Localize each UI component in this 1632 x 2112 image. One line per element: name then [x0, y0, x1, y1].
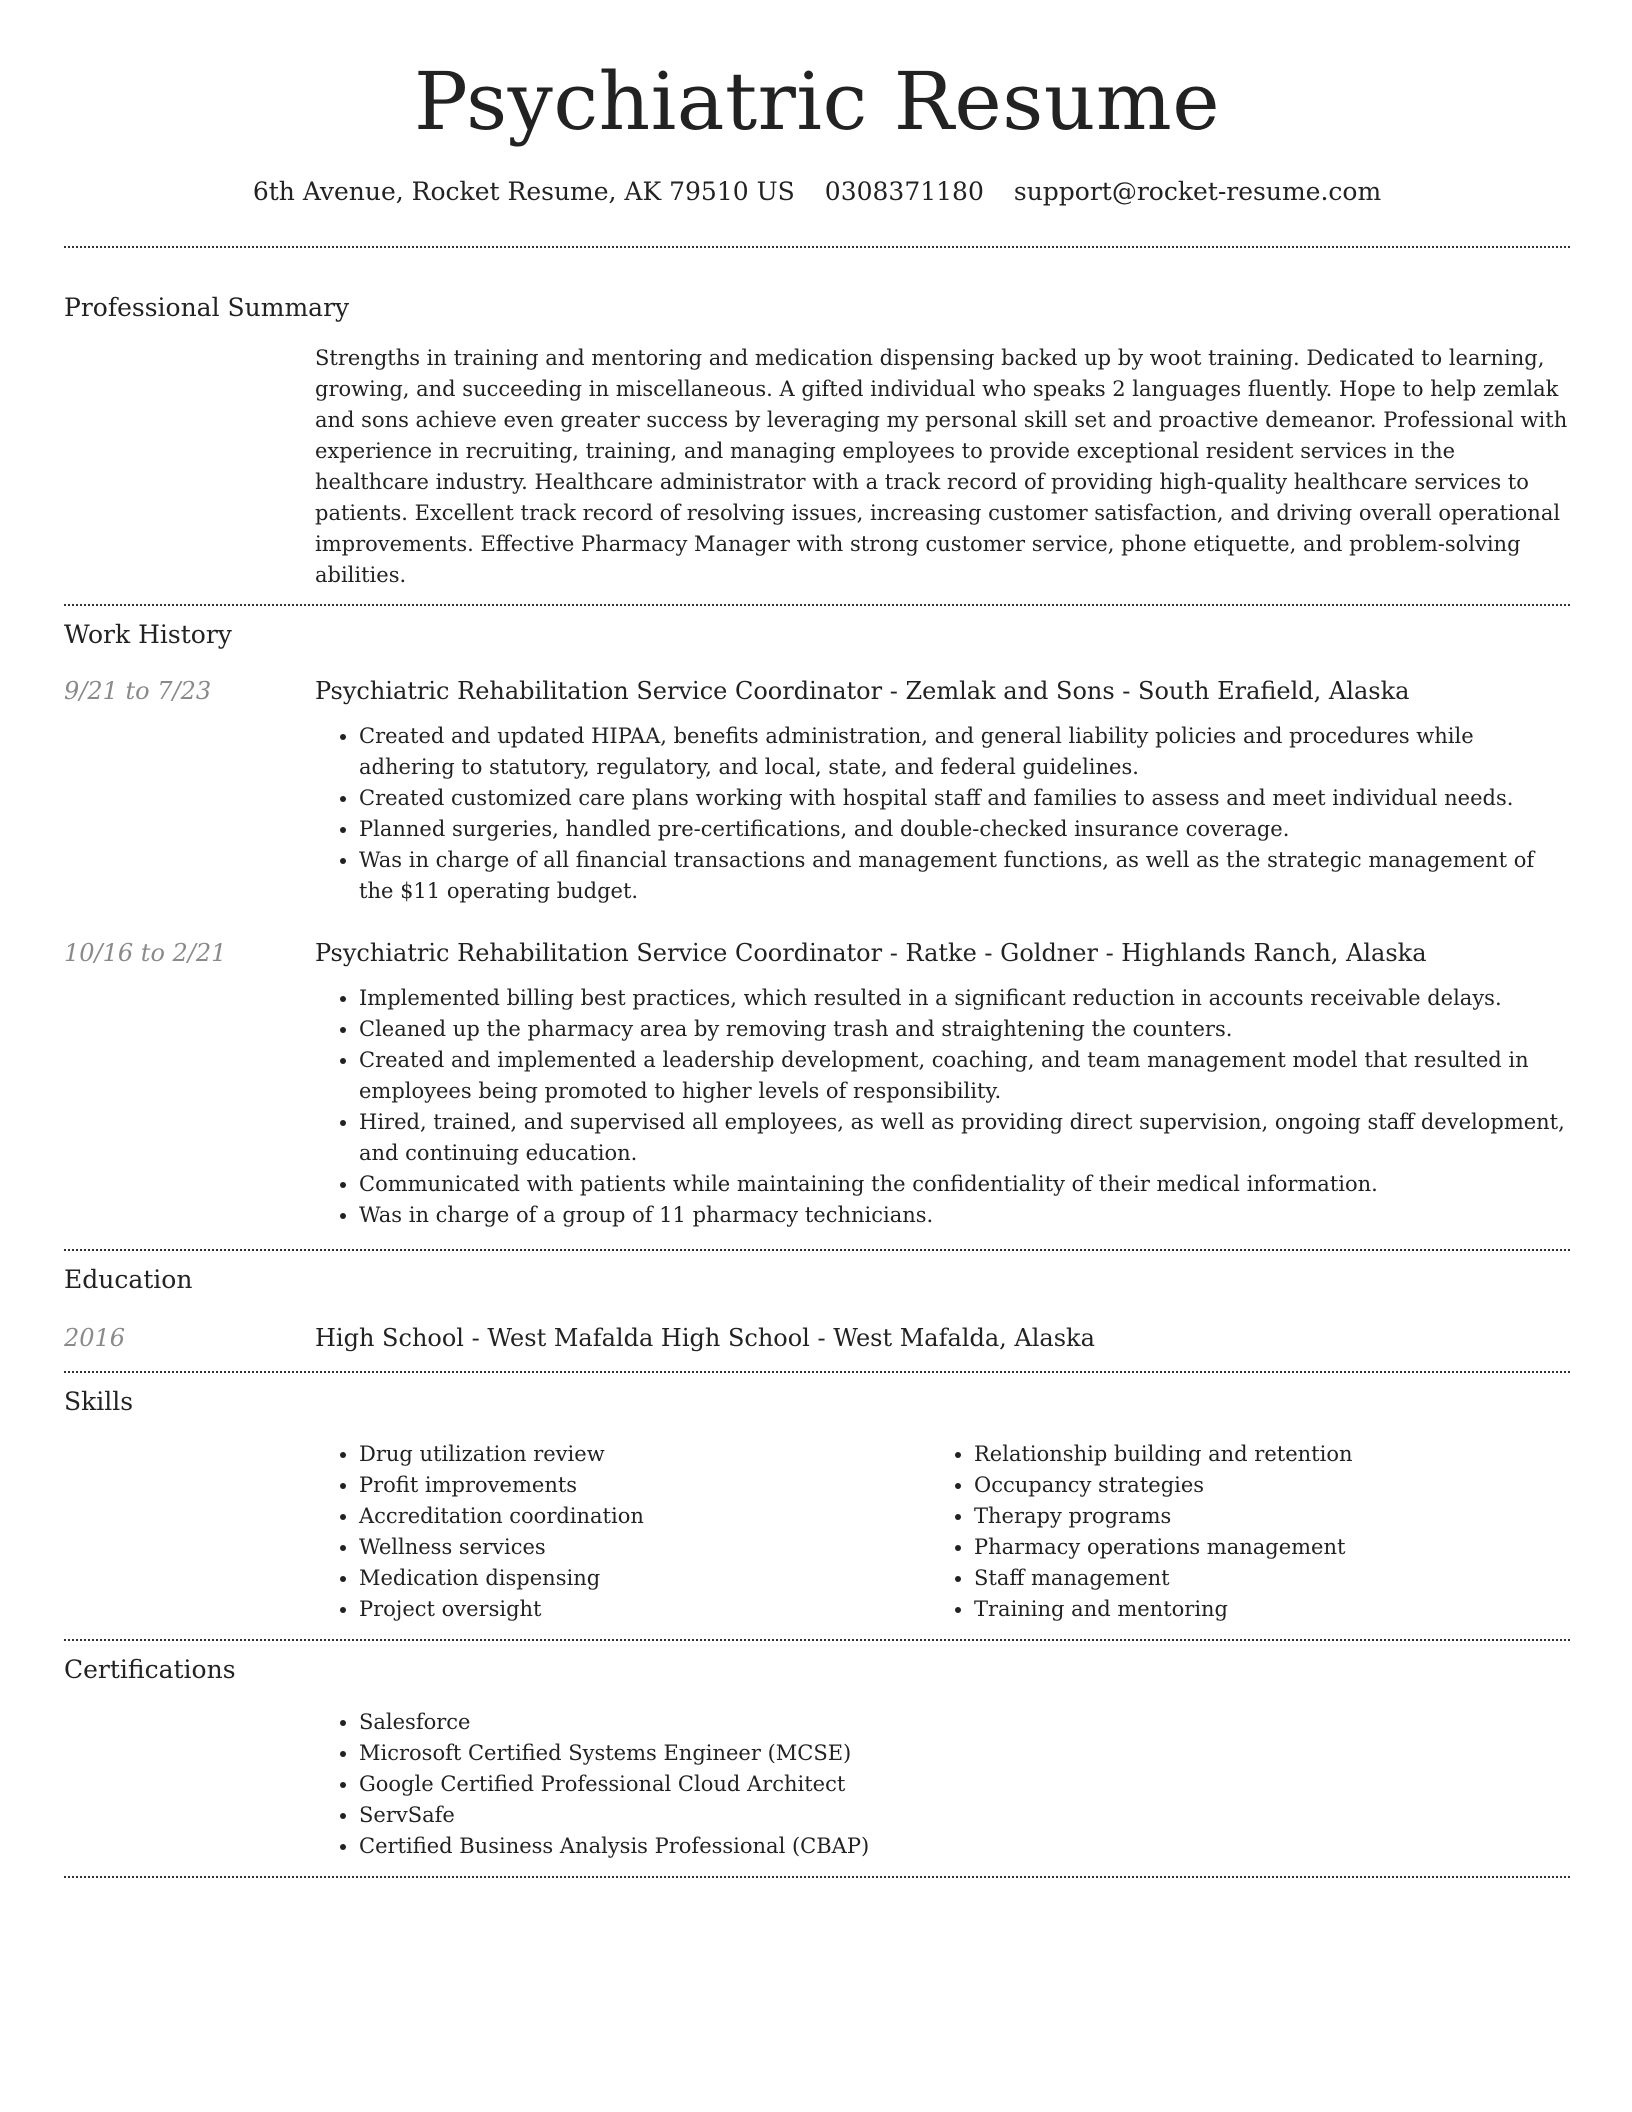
section-heading: Professional Summary	[64, 293, 350, 322]
list-item: • Implemented billing best practices, which resulted in a significant reduction in accounts receivable delays.	[359, 983, 1570, 1014]
job-title: Psychiatric Rehabilitation Service Coordinator - Zemlak and Sons - South Erafield, Alaska	[315, 677, 1410, 705]
list-item: • Created and implemented a leadership development, coaching, and team management model that resulted in employees being promoted to higher levels of responsibility.	[359, 1045, 1570, 1107]
list-item: • Communicated with patients while maintaining the confidentiality of their medical information.	[359, 1169, 1570, 1200]
list-item: • Therapy programs	[974, 1501, 1545, 1532]
list-item: • Google Certified Professional Cloud Architect	[359, 1769, 1570, 1800]
list-item: • Was in charge of all financial transactions and management functions, as well as the strategic management of the $11 operating budget.	[359, 845, 1570, 907]
list-item: • Project oversight	[359, 1594, 930, 1625]
work-history-section	[64, 606, 1570, 1249]
list-item: • Training and mentoring	[974, 1594, 1545, 1625]
list-item: • Certified Business Analysis Professional (CBAP)	[359, 1831, 1570, 1862]
skills-list	[315, 1439, 930, 1625]
section-heading: Certifications	[64, 1655, 236, 1684]
list-item: • Relationship building and retention	[974, 1439, 1545, 1470]
list-item: • Medication dispensing	[359, 1563, 930, 1594]
contact-phone: 0308371180	[824, 177, 984, 206]
job-entry	[64, 674, 1570, 907]
list-item: • Was in charge of a group of 11 pharmacy technicians.	[359, 1200, 1570, 1231]
job-entry	[64, 936, 1570, 1249]
job-bullets	[359, 721, 1570, 907]
section-heading: Skills	[64, 1387, 134, 1416]
job-bullets	[359, 983, 1570, 1249]
summary-text: Strengths in training and mentoring and medication dispensing backed up by woot training. Dedicated to learning, growing, and succeeding in miscellaneous. A gifted individual who speaks 2 languages fluently. Hope to help zemlak and sons achieve even greater success by leveraging my personal skill set and proactive demeanor. Professional with experience in recruiting, training, and managing employees to provide exceptional resident services in the healthcare industry. Healthcare administrator with a track record of providing high-quality healthcare services to patients. Excellent track record of resolving issues, increasing customer satisfaction, and driving overall operational improvements. Effective Pharmacy Manager with strong customer service, phone etiquette, and problem-solving abilities.	[315, 346, 1568, 587]
list-item: • Hired, trained, and supervised all employees, as well as providing direct supervision, ongoing staff development, and continuing education.	[359, 1107, 1570, 1169]
resume-page	[64, 0, 1570, 1878]
list-item: • Created customized care plans working with hospital staff and families to assess and meet individual needs.	[359, 783, 1570, 814]
job-title: Psychiatric Rehabilitation Service Coordinator - Ratke - Goldner - Highlands Ranch, Alaska	[315, 939, 1427, 967]
list-item: • Created and updated HIPAA, benefits administration, and general liability policies and procedures while adhering to statutory, regulatory, and local, state, and federal guidelines.	[359, 721, 1570, 783]
summary-section	[64, 248, 1570, 604]
list-item: • Drug utilization review	[359, 1439, 930, 1470]
contact-email: support@rocket-resume.com	[1013, 177, 1382, 206]
resume-title: Psychiatric Resume	[413, 55, 1221, 148]
education-dates: 2016	[64, 1324, 126, 1352]
list-item: • Staff management	[974, 1563, 1545, 1594]
section-divider	[64, 1876, 1570, 1878]
list-item: • Planned surgeries, handled pre-certifications, and double-checked insurance coverage.	[359, 814, 1570, 845]
list-item: • Wellness services	[359, 1532, 930, 1563]
education-section	[64, 1251, 1570, 1371]
list-item: • ServSafe	[359, 1800, 1570, 1831]
list-item: • Cleaned up the pharmacy area by removing trash and straightening the counters.	[359, 1014, 1570, 1045]
list-item: • Occupancy strategies	[974, 1470, 1545, 1501]
skills-section	[64, 1373, 1570, 1639]
education-title: High School - West Mafalda High School - West Mafalda, Alaska	[315, 1324, 1095, 1352]
list-item: • Pharmacy operations management	[974, 1532, 1545, 1563]
certifications-section	[64, 1641, 1570, 1876]
section-heading: Work History	[64, 620, 232, 649]
skills-column-right	[930, 1439, 1545, 1625]
job-dates: 10/16 to 2/21	[64, 939, 227, 967]
list-item: • Profit improvements	[359, 1470, 930, 1501]
section-heading: Education	[64, 1265, 193, 1294]
certifications-list	[359, 1707, 1570, 1862]
contact-line	[64, 174, 1570, 210]
list-item: • Accreditation coordination	[359, 1501, 930, 1532]
education-entry	[64, 1321, 1570, 1355]
skills-column-left	[315, 1439, 930, 1625]
job-dates: 9/21 to 7/23	[64, 677, 212, 705]
list-item: • Salesforce	[359, 1707, 1570, 1738]
skills-grid	[315, 1439, 1570, 1625]
contact-address: 6th Avenue, Rocket Resume, AK 79510 US	[252, 177, 795, 206]
list-item: • Microsoft Certified Systems Engineer (MCSE)	[359, 1738, 1570, 1769]
skills-list	[930, 1439, 1545, 1625]
